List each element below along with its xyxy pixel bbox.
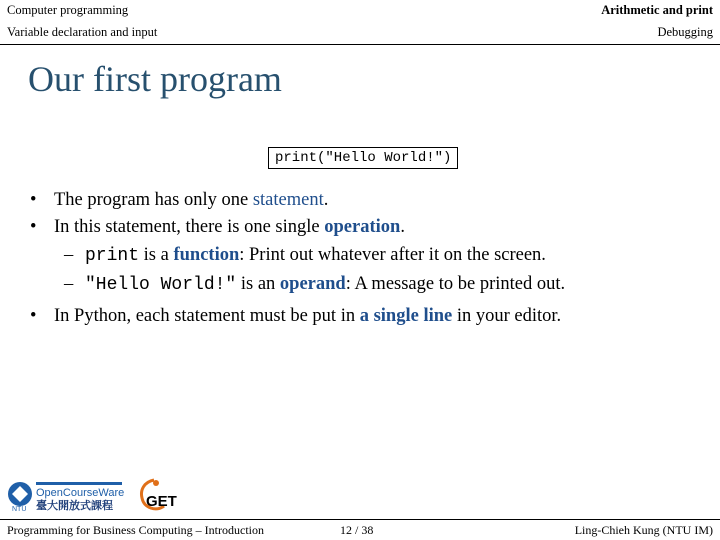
- footer-author: Ling-Chieh Kung (NTU IM): [574, 523, 713, 537]
- bullet-text: The program has only one statement.: [54, 190, 329, 210]
- section-name: Arithmetic and print: [601, 3, 713, 17]
- topic-name: Variable declaration and input: [7, 25, 158, 39]
- bullet-dot: •: [30, 306, 37, 326]
- page-number: 12 / 38: [340, 523, 374, 537]
- bullet-dot: •: [30, 190, 37, 210]
- sub-bullet-dash: –: [64, 274, 74, 294]
- ocw-chinese-text: 臺大開放式課程: [36, 499, 113, 512]
- bullet-text: In Python, each statement must be put in a single line in your editor.: [54, 306, 562, 326]
- code-example: print("Hello World!"): [268, 147, 458, 169]
- sub-bullet-text: print is a function: Print out whatever after it on the screen.: [85, 245, 546, 266]
- course-name: Computer programming: [7, 3, 129, 17]
- get-text: GET: [146, 493, 177, 510]
- bullet-dot: •: [30, 217, 37, 237]
- ntu-ocw-logo: [6, 478, 126, 514]
- sub-bullet-text: "Hello World!" is an operand: A message to be printed out.: [85, 274, 566, 295]
- footer-course-title: Programming for Business Computing – Introduction: [7, 523, 264, 537]
- get-logo: [134, 476, 180, 516]
- header-bottom-row: [0, 22, 720, 44]
- header-top-row: [0, 0, 720, 22]
- bullet-text: In this statement, there is one single operation.: [54, 217, 405, 237]
- ntu-text: NTU: [12, 506, 27, 513]
- header-divider-bottom: [0, 44, 720, 45]
- sub-bullet-dash: –: [64, 245, 74, 265]
- subsection-name: Debugging: [657, 25, 713, 39]
- slide-title: Our first program: [28, 59, 282, 99]
- footer-divider: [0, 519, 720, 520]
- ocw-text: OpenCourseWare: [36, 487, 125, 499]
